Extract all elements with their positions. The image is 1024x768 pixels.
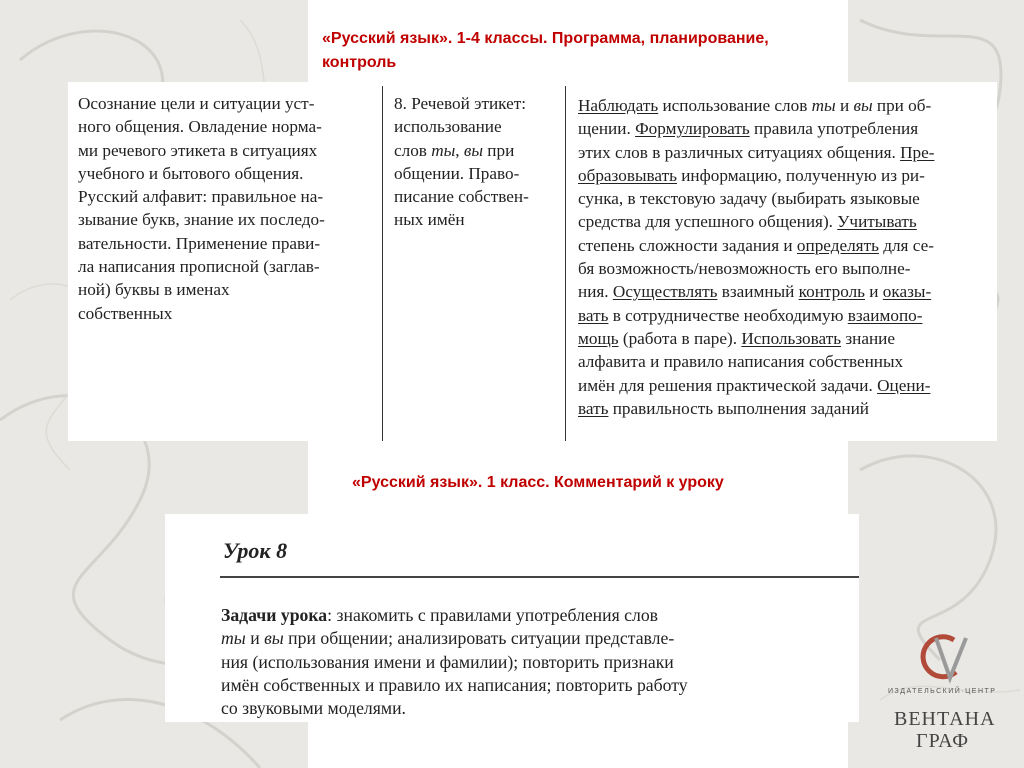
topic-line: использование [394, 117, 502, 137]
logo-name-line2: ГРАФ [916, 730, 970, 752]
table-column-content [78, 92, 378, 441]
logo-name-line1: ВЕНТАНА [894, 708, 996, 730]
lesson-excerpt [165, 514, 859, 722]
activity-line: алфавита и правило написания собственных [578, 352, 904, 372]
topic-line: ных имён [394, 210, 465, 230]
topic-line: 8. Речевой этикет: [394, 94, 527, 113]
table-column-topic [394, 92, 554, 441]
column-divider [382, 86, 383, 441]
topic-line: писание собствен- [394, 187, 529, 207]
program-table [68, 82, 997, 441]
lesson-tasks [221, 604, 859, 720]
activity-line: Наблюдать использование слов ты и вы при об- [578, 96, 932, 115]
lesson-title-rule [220, 576, 859, 578]
activity-line: средства для успешного общения). Учитывать [578, 212, 917, 232]
slide-title-program: «Русский язык». 1-4 классы. Программа, планирование, контроль [322, 30, 769, 71]
slide-title-lesson-comment: «Русский язык». 1 класс. Комментарий к уроку [352, 474, 724, 491]
lesson-title: Урок 8 [223, 538, 288, 563]
topic-line: общении. Право- [394, 163, 520, 183]
topic-line: слов ты, вы при [394, 140, 515, 160]
lesson-line: ты и вы при общении; анализировать ситуации представле- [221, 628, 675, 649]
table-column-activities [578, 94, 988, 441]
lesson-line: Задачи урока: знакомить с правилами употребления слов [221, 605, 659, 625]
lesson-line: имён собственных и правило их написания; повторить работу [221, 674, 688, 695]
activity-line: ния. Осуществлять взаимный контроль и оказы- [578, 282, 932, 302]
activity-line: вать в сотрудничестве необходимую взаимопо- [578, 305, 923, 325]
activity-line: имён для решения практической задачи. Оцени- [578, 375, 931, 395]
activity-line: мощь (работа в паре). Использовать знание [578, 328, 896, 348]
logo-subtitle: ИЗДАТЕЛЬСКИЙ·ЦЕНТР [888, 688, 997, 695]
lesson-line: со звуковыми моделями. [221, 698, 406, 719]
activity-line: вать правильность выполнения заданий [578, 398, 869, 418]
lesson-line: ния (использования имени и фамилии); повторить признаки [221, 651, 674, 672]
publisher-monogram-icon [914, 630, 974, 686]
activity-line: щении. Формулировать правила употребления [578, 119, 919, 139]
column-divider [565, 86, 566, 441]
activity-line: этих слов в различных ситуациях общения. Пре- [578, 142, 935, 162]
activity-line: бя возможность/невозможность его выполне- [578, 259, 911, 279]
activity-line: образовывать информацию, полученную из ри- [578, 165, 925, 185]
activity-line: сунка, в текстовую задачу (выбирать языковые [578, 189, 920, 209]
column1-text: Осознание цели и ситуации уст- ного общения. Овладение норма- ми речевого этикета в ситуациях учебного и бытового общения. Русский алфавит: правильное на- зывание букв, знание их последо- вательности. Применение прави- ла написания прописной (заглав- ной) буквы в именах собственных [78, 94, 325, 323]
publisher-logo [884, 630, 1024, 760]
activity-line: степень сложности задания и определять для се- [578, 235, 934, 255]
